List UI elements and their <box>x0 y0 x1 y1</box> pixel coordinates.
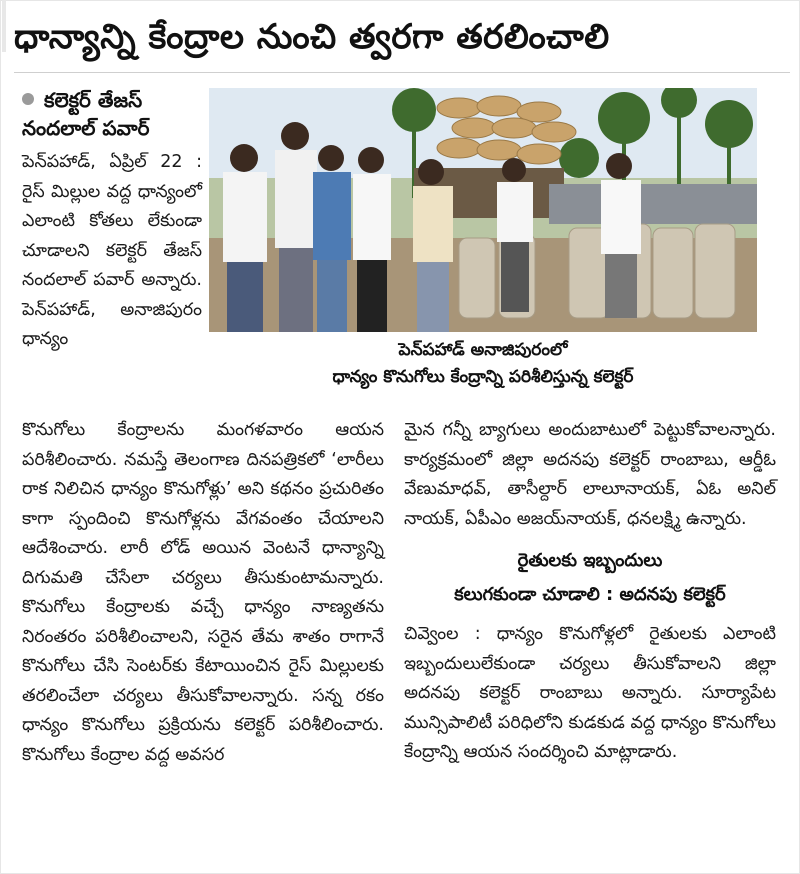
lead-paragraph: పెన్‌పహాడ్, ఏప్రిల్ 22 : రైస్ మిల్లుల వద్ద ధాన్యంలో ఎలాంటి కోతలు లేకుండా చూడాలని కలెక్టర్ తేజస్ నందలాల్ పవార్ అన్నారు. పెన్‌పహాడ్, అనాజిపురం ధాన్యం <box>22 152 202 349</box>
body-paragraph-left: కొనుగోలు కేంద్రాలను మంగళవారం ఆయన పరిశీలించారు. నమస్తే తెలంగాణ దినపత్రికలో ‘లారీలు రాక నిలిచిన ధాన్యం కొనుగోళ్లు’ అని కథనం ప్రచురితం కాగా స్పందించి కొనుగోళ్లను వేగవంతం చేయాలని ఆదేశించారు. లారీ లోడ్ అయిన వెంటనే ధాన్యాన్ని దిగుమతి చేసేలా చర్యలు తీసుకుంటామన్నారు. కొనుగోలు కేంద్రాలకు వచ్చే ధాన్యం నాణ్యతను నిరంతరం పరిశీలించాలని, సరైన తేమ శాతం రాగానే కొనుగోలు చేసి సెంటర్‌కు కేటాయించిన రైస్ మిల్లులకు తరలించేలా చర్యలు తీసుకోవాలన్నారు. సన్న రకం ధాన్యం కొనుగోలు ప్రక్రియను కలెక్టర్ పరిశీలించారు. కొనుగోలు కేంద్రాల వద్ద అవసర <box>22 420 384 765</box>
news-photo <box>209 88 757 332</box>
headline: ధాన్యాన్ని కేంద్రాల నుంచి త్వరగా తరలించాలి <box>14 17 610 57</box>
kicker <box>22 86 202 142</box>
body-column-left <box>22 416 384 770</box>
kicker-text-1: కలెక్టర్ తేజస్ <box>44 88 143 112</box>
bullet-icon <box>22 93 34 105</box>
subhead-line-1: రైతులకు ఇబ్బందులు <box>517 550 663 571</box>
kicker-line-2: నందలాల్ పవార్ <box>22 116 150 140</box>
kicker-line-1 <box>22 86 202 114</box>
margin-mark <box>2 0 6 52</box>
lead-column <box>22 86 202 355</box>
body-column-right <box>404 416 776 768</box>
caption-line-2: ధాన్యం కొనుగోలు కేంద్రాన్ని పరిశీలిస్తున్న కలెక్టర్ <box>332 367 634 387</box>
body-paragraph-right: మైన గన్నీ బ్యాగులు అందుబాటులో పెట్టుకోవాలన్నారు. కార్యక్రమంలో జిల్లా అదనపు కలెక్టర్ రాంబాబు, ఆర్డీఓ వేణుమాధవ్, తాసీల్దార్ లాలూనాయక్, ఏఓ అనిల్ నాయక్, ఏపీఎం అజయ్‌నాయక్, ధనలక్ష్మి ఉన్నారు. <box>404 420 776 529</box>
caption-line-1: పెన్‌పహాడ్ అనాజిపురంలో <box>398 340 568 360</box>
photo-caption <box>209 337 757 391</box>
headline-rule <box>14 72 790 73</box>
body-paragraph-right-2: చివ్వెంల : ధాన్యం కొనుగోళ్లలో రైతులకు ఎలాంటి ఇబ్బందులులేకుండా చర్యలు తీసుకోవాలని జిల్లా అదనపు కలెక్టర్ రాంబాబు అన్నారు. సూర్యాపేట మున్సిపాలిటీ పరిధిలోని కుడకుడ వద్ద ధాన్యం కొనుగోలు కేంద్రాన్ని ఆయన సందర్శించి మాట్లాడారు. <box>404 624 776 762</box>
subhead <box>404 546 776 610</box>
subhead-line-2: కలుగకుండా చూడాలి : అదనపు కలెక్టర్ <box>454 584 726 605</box>
